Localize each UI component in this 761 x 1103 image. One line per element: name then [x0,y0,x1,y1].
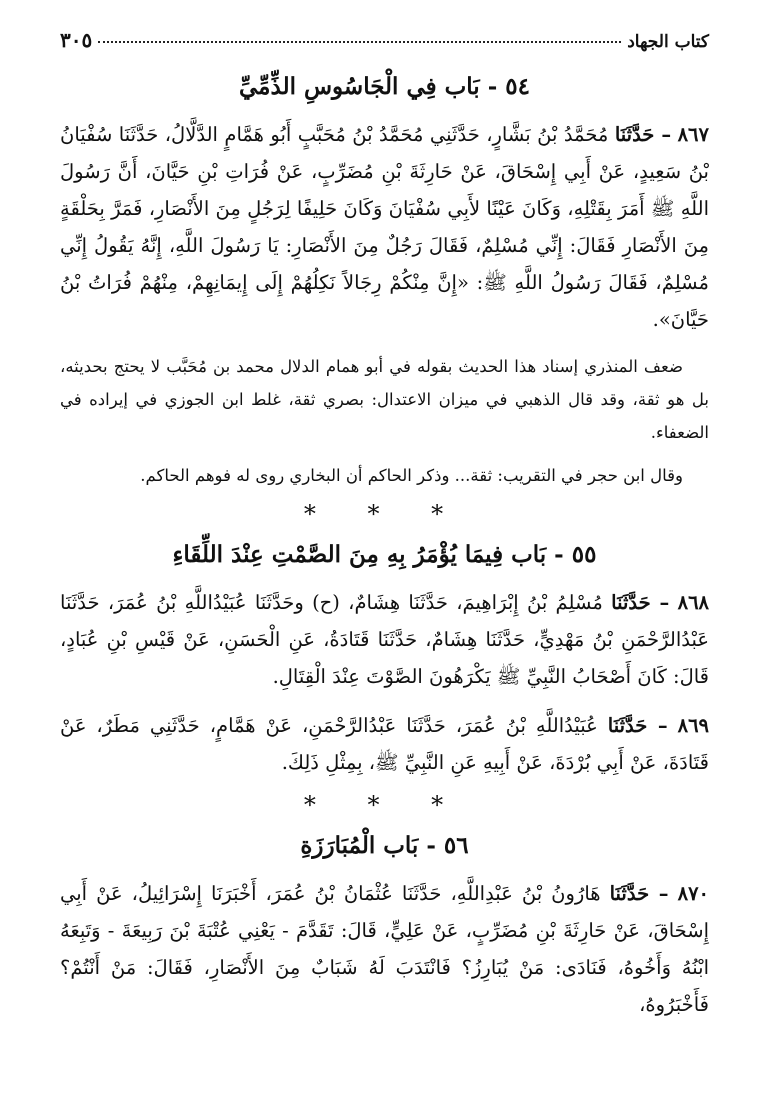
book-title: كتاب الجهاد [627,32,709,52]
hadith-870 [60,875,709,1023]
hadith-lead: – حَدَّثَنَا [609,881,669,905]
commentary-note-1: ضعف المنذري إسناد هذا الحديث بقوله في أبو همام الدلال محمد بن مُحَبَّب لا يحتج بحديثه، بل هو ثقة، وقد قال الذهبي في ميزان الاعتدال: بصري ثقة، غلط ابن الجوزي في إيراده في الضعفاء. [60,356,709,442]
hadith-text: هَارُونُ بْنُ عَبْدِاللَّهِ، حَدَّثَنَا عُثْمَانُ بْنُ عُمَرَ، أَخْبَرَنَا إِسْرَائِيلُ، عَنْ أَبِي إِسْحَاقَ، عَنْ حَارِثَةَ بْنِ مُضَرِّبٍ، عَنْ عَلِيٍّ، قَالَ: تَقَدَّمَ - يَعْنِي عُتْبَةَ بْنَ رَبِيعَةَ - وَتَبِعَهُ ابْنُهُ وَأَخُوهُ، فَنَادَى: مَنْ يُبَارِزُ؟ فَانْتَدَبَ لَهُ شَبَابٌ مِنَ الأَنْصَارِ، فَقَالَ: مَنْ أَنْتُمْ؟ فَأَخْبَرُوهُ، [60,881,709,1016]
hadith-lead: – حَدَّثَنَا [614,122,672,146]
running-header [60,28,709,60]
hadith-text: عُبَيْدُاللَّهِ بْنُ عُمَرَ، حَدَّثَنَا عَبْدُالرَّحْمَنِ، عَنْ هَمَّامٍ، حَدَّثَنِي مَطَرٌ، عَنْ قَتَادَةَ، عَنْ أَبِي بُرْدَةَ، عَنْ أَبِيهِ عَنِ النَّبِيِّ ﷺ، بِمِثْلِ ذَلِكَ. [60,713,709,774]
hadith-867 [60,116,709,338]
hadith-number: ٨٦٧ [677,122,709,146]
commentary-note-2: وقال ابن حجر في التقريب: ثقة... وذكر الحاكم أن البخاري روى له فوهم الحاكم. [140,465,683,485]
hadith-number: ٨٦٩ [677,713,710,737]
chapter-heading-55: ٥٥ - بَاب فِيمَا يُؤْمَرُ بِهِ مِنَ الصَّمْتِ عِنْدَ اللِّقَاءِ [172,540,597,568]
hadith-lead: – حَدَّثَنَا [611,590,670,614]
section-separator: * * * [303,499,466,528]
leader-dots [98,41,621,43]
section-separator: * * * [303,790,466,819]
hadith-869 [60,707,709,781]
hadith-lead: – حَدَّثَنَا [607,713,668,737]
hadith-text: مُحَمَّدُ بْنُ بَشَّارٍ، حَدَّثَنِي مُحَمَّدُ بْنُ مُحَبَّبٍ أَبُو هَمَّامٍ الدَّلَّالُ، حَدَّثَنَا سُفْيَانُ بْنُ سَعِيدٍ، عَنْ أَبِي إِسْحَاقَ، عَنْ حَارِثَةَ بْنِ مُضَرِّبٍ، عَنْ فُرَاتِ بْنِ حَيَّانَ، أَنَّ رَسُولَ اللَّهِ ﷺ أَمَرَ بِقَتْلِهِ، وَكَانَ عَيْنًا لأَبِي سُفْيَانَ وَكَانَ حَلِيفًا لِرَجُلٍ مِنَ الأَنْصَارِ، فَمَرَّ بِحَلْقَةٍ مِنَ الأَنْصَارِ فَقَالَ: إِنِّي مُسْلِمٌ، فَقَالَ رَجُلٌ مِنَ الأَنْصَارِ: يَا رَسُولَ اللَّهِ، إِنَّهُ يَقُولُ إِنِّي مُسْلِمٌ، فَقَالَ رَسُولُ اللَّهِ ﷺ: «إِنَّ مِنْكُمْ رِجَالاً نَكِلُهُمْ إِلَى إِيمَانِهِمْ، مِنْهُمْ فُرَاتُ بْنُ حَيَّانَ». [60,122,709,331]
chapter-heading-54: ٥٤ - بَاب فِي الْجَاسُوسِ الذِّمِّيِّ [239,73,530,100]
page-number: ٣٠٥ [60,28,93,52]
hadith-number: ٨٧٠ [677,881,710,905]
hadith-text: مُسْلِمُ بْنُ إِبْرَاهِيمَ، حَدَّثَنَا هِشَامٌ، (ح) وحَدَّثَنَا عُبَيْدُاللَّهِ بْنُ عُمَرَ، حَدَّثَنَا عَبْدُالرَّحْمَنِ بْنُ مَهْدِيٍّ، حَدَّثَنَا هِشَامٌ، حَدَّثَنَا قَتَادَةُ، عَنِ الْحَسَنِ، عَنْ قَيْسِ بْنِ عُبَادٍ، قَالَ: كَانَ أَصْحَابُ النَّبِيِّ ﷺ يَكْرَهُونَ الصَّوْتَ عِنْدَ الْقِتَالِ. [60,590,709,688]
chapter-heading-56: ٥٦ - بَاب الْمُبَارَزَةِ [300,831,469,859]
hadith-868 [60,584,709,695]
hadith-number: ٨٦٨ [677,590,710,614]
